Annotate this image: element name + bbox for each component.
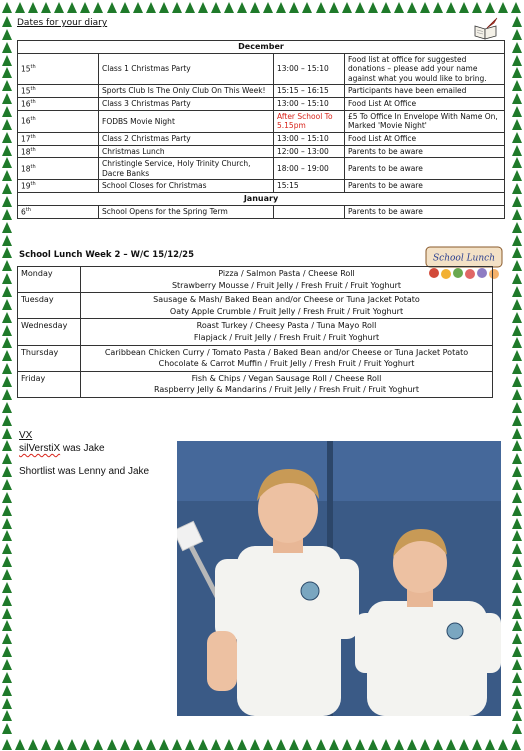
left-border <box>0 14 14 737</box>
tree-icon <box>2 582 12 593</box>
tree-icon <box>512 247 522 258</box>
tree-icon <box>512 350 522 361</box>
diary-date: 17th <box>18 132 99 145</box>
tree-icon <box>2 685 12 696</box>
tree-icon <box>512 260 522 271</box>
tree-icon <box>2 222 12 233</box>
tree-icon <box>172 2 182 13</box>
tree-icon <box>146 739 156 750</box>
tree-icon <box>512 659 522 670</box>
diary-note: Parents to be aware <box>345 180 505 193</box>
tree-icon <box>316 739 326 750</box>
tree-icon <box>2 723 12 734</box>
tree-icon <box>512 183 522 194</box>
tree-icon <box>512 440 522 451</box>
tree-icon <box>512 685 522 696</box>
tree-icon <box>54 2 64 13</box>
lunch-day: Wednesday <box>18 319 81 345</box>
diary-table <box>17 40 505 219</box>
tree-icon <box>2 247 12 258</box>
tree-icon <box>407 2 417 13</box>
tree-icon <box>172 739 182 750</box>
tree-icon <box>2 42 12 53</box>
tree-icon <box>2 312 12 323</box>
tree-icon <box>512 698 522 709</box>
tree-icon <box>446 739 456 750</box>
tree-icon <box>512 530 522 541</box>
diary-note: Parents to be aware <box>345 158 505 180</box>
diary-row <box>18 158 505 180</box>
tree-icon <box>211 2 221 13</box>
lunch-main: Roast Turkey / Cheesy Pasta / Tuna Mayo Roll <box>196 321 377 331</box>
tree-icon <box>2 145 12 156</box>
tree-icon <box>224 2 234 13</box>
diary-date: 18th <box>18 145 99 158</box>
tree-icon <box>107 739 117 750</box>
tree-icon <box>263 2 273 13</box>
lunch-dessert: Flapjack / Fruit Jelly / Fresh Fruit / Fruit Yoghurt <box>193 332 380 342</box>
diary-event: Christingle Service, Holy Trinity Church, Dacre Banks <box>99 158 274 180</box>
lunch-menu <box>81 371 493 397</box>
tree-icon <box>41 739 51 750</box>
tree-icon <box>512 389 522 400</box>
lunch-row <box>18 293 493 319</box>
tree-icon <box>433 2 443 13</box>
award-block <box>19 429 105 455</box>
diary-event: Class 2 Christmas Party <box>99 132 274 145</box>
diary-note: Food List At Office <box>345 98 505 111</box>
tree-icon <box>512 273 522 284</box>
diary-time: 15:15 – 16:15 <box>274 85 345 98</box>
lunch-row <box>18 319 493 345</box>
tree-icon <box>2 196 12 207</box>
diary-note: Parents to be aware <box>345 145 505 158</box>
diary-row <box>18 132 505 145</box>
tree-icon <box>2 325 12 336</box>
lunch-menu <box>81 319 493 345</box>
tree-icon <box>2 363 12 374</box>
tree-icon <box>420 739 430 750</box>
tree-icon <box>512 119 522 130</box>
tree-icon <box>433 739 443 750</box>
tree-icon <box>250 2 260 13</box>
diary-time: 13:00 – 15:10 <box>274 54 345 85</box>
diary-note: Food list at office for suggested donations – please add your name against what you would like to bring. <box>345 54 505 85</box>
tree-icon <box>276 739 286 750</box>
lunch-main: Fish & Chips / Vegan Sausage Roll / Cheese Roll <box>191 373 382 383</box>
tree-icon <box>355 739 365 750</box>
top-border <box>0 0 524 14</box>
tree-icon <box>512 543 522 554</box>
tree-icon <box>2 479 12 490</box>
tree-icon <box>2 337 12 348</box>
tree-icon <box>2 260 12 271</box>
tree-icon <box>2 106 12 117</box>
tree-icon <box>368 739 378 750</box>
award-heading: VX <box>19 430 33 441</box>
tree-icon <box>446 2 456 13</box>
diary-event: Class 3 Christmas Party <box>99 98 274 111</box>
diary-date: 16th <box>18 110 99 132</box>
tree-icon <box>2 646 12 657</box>
diary-event: School Opens for the Spring Term <box>99 206 274 219</box>
tree-icon <box>2 2 12 13</box>
tree-icon <box>485 2 495 13</box>
tree-icon <box>2 466 12 477</box>
tree-icon <box>407 739 417 750</box>
tree-icon <box>2 67 12 78</box>
tree-icon <box>512 312 522 323</box>
tree-icon <box>2 183 12 194</box>
tree-icon <box>329 739 339 750</box>
diary-date: 15th <box>18 54 99 85</box>
diary-row <box>18 180 505 193</box>
tree-icon <box>512 479 522 490</box>
lunch-day: Monday <box>18 267 81 293</box>
tree-icon <box>198 2 208 13</box>
tree-icon <box>512 286 522 297</box>
tree-icon <box>2 453 12 464</box>
diary-date: 19th <box>18 180 99 193</box>
right-border <box>510 14 524 737</box>
tree-icon <box>512 569 522 580</box>
tree-icon <box>28 2 38 13</box>
tree-icon <box>512 80 522 91</box>
diary-time: 13:00 – 15:10 <box>274 132 345 145</box>
tree-icon <box>512 170 522 181</box>
tree-icon <box>512 582 522 593</box>
lunch-day: Friday <box>18 371 81 397</box>
tree-icon <box>237 2 247 13</box>
tree-icon <box>289 739 299 750</box>
tree-icon <box>512 16 522 27</box>
diary-note: £5 To Office In Envelope With Name On, Marked 'Movie Night' <box>345 110 505 132</box>
tree-icon <box>512 633 522 644</box>
tree-icon <box>2 350 12 361</box>
tree-icon <box>512 428 522 439</box>
tree-icon <box>15 2 25 13</box>
tree-icon <box>512 145 522 156</box>
tree-icon <box>512 222 522 233</box>
tree-icon <box>2 710 12 721</box>
diary-row <box>18 145 505 158</box>
lunch-day: Tuesday <box>18 293 81 319</box>
tree-icon <box>67 2 77 13</box>
tree-icon <box>185 739 195 750</box>
lunch-row <box>18 267 493 293</box>
tree-icon <box>302 739 312 750</box>
tree-icon <box>2 569 12 580</box>
lunch-badge-text: School Lunch <box>433 253 495 264</box>
tree-icon <box>512 93 522 104</box>
tree-icon <box>512 415 522 426</box>
tree-icon <box>2 299 12 310</box>
lunch-dessert: Chocolate & Carrot Muffin / Fruit Jelly / Fresh Fruit / Fruit Yoghurt <box>158 359 415 369</box>
lunch-main: Sausage & Mash/ Baked Bean and/or Cheese or Tuna Jacket Potato <box>153 295 420 305</box>
diary-event: Class 1 Christmas Party <box>99 54 274 85</box>
tree-icon <box>146 2 156 13</box>
lunch-menu <box>81 345 493 371</box>
tree-icon <box>2 518 12 529</box>
tree-icon <box>512 157 522 168</box>
tree-icon <box>211 739 221 750</box>
tree-icon <box>2 209 12 220</box>
tree-icon <box>498 739 508 750</box>
tree-icon <box>512 620 522 631</box>
tree-icon <box>276 2 286 13</box>
tree-icon <box>2 55 12 66</box>
diary-time: 18:00 – 19:00 <box>274 158 345 180</box>
diary-note: Parents to be aware <box>345 206 505 219</box>
lunch-table <box>17 266 493 398</box>
tree-icon <box>93 739 103 750</box>
tree-icon <box>2 659 12 670</box>
month-header: December <box>18 41 505 54</box>
tree-icon <box>512 453 522 464</box>
newsletter-page <box>17 14 507 736</box>
diary-title: Dates for your diary <box>17 18 108 28</box>
tree-icon <box>512 29 522 40</box>
tree-icon <box>512 710 522 721</box>
book-quill-icon <box>473 17 499 41</box>
tree-icon <box>2 119 12 130</box>
tree-icon <box>512 325 522 336</box>
tree-icon <box>185 2 195 13</box>
diary-row <box>18 206 505 219</box>
tree-icon <box>512 67 522 78</box>
tree-icon <box>28 739 38 750</box>
tree-icon <box>512 299 522 310</box>
tree-icon <box>2 505 12 516</box>
tree-icon <box>2 492 12 503</box>
tree-icon <box>355 2 365 13</box>
tree-icon <box>198 739 208 750</box>
diary-row <box>18 98 505 111</box>
tree-icon <box>237 739 247 750</box>
tree-icon <box>512 106 522 117</box>
tree-icon <box>2 273 12 284</box>
tree-icon <box>512 132 522 143</box>
tree-icon <box>54 739 64 750</box>
tree-icon <box>302 2 312 13</box>
bottom-border <box>0 737 524 751</box>
tree-icon <box>2 93 12 104</box>
diary-event: Christmas Lunch <box>99 145 274 158</box>
lunch-main: Pizza / Salmon Pasta / Cheese Roll <box>218 269 355 278</box>
tree-icon <box>2 80 12 91</box>
tree-icon <box>512 556 522 567</box>
lunch-row <box>18 345 493 371</box>
tree-icon <box>133 2 143 13</box>
tree-icon <box>512 235 522 246</box>
tree-icon <box>316 2 326 13</box>
tree-icon <box>472 739 482 750</box>
award-shortlist: Shortlist was Lenny and Jake <box>19 466 150 477</box>
tree-icon <box>459 739 469 750</box>
tree-icon <box>512 672 522 683</box>
tree-icon <box>512 55 522 66</box>
tree-icon <box>485 739 495 750</box>
tree-icon <box>2 530 12 541</box>
lunch-menu <box>81 293 493 319</box>
tree-icon <box>120 739 130 750</box>
tree-icon <box>93 2 103 13</box>
tree-icon <box>133 739 143 750</box>
tree-icon <box>512 595 522 606</box>
tree-icon <box>41 2 51 13</box>
month-header: January <box>18 193 505 206</box>
diary-row <box>18 54 505 85</box>
lunch-dessert: Oaty Apple Crumble / Fruit Jelly / Fresh Fruit / Fruit Yoghurt <box>169 306 404 316</box>
lunch-dessert: Strawberry Mousse / Fruit Jelly / Fresh Fruit / Fruit Yoghurt <box>171 280 402 290</box>
lunch-row <box>18 371 493 397</box>
tree-icon <box>512 402 522 413</box>
diary-row <box>18 110 505 132</box>
tree-icon <box>512 209 522 220</box>
tree-icon <box>250 739 260 750</box>
tree-icon <box>2 415 12 426</box>
tree-icon <box>512 723 522 734</box>
tree-icon <box>2 170 12 181</box>
tree-icon <box>2 595 12 606</box>
tree-icon <box>420 2 430 13</box>
tree-icon <box>2 543 12 554</box>
lunch-day: Thursday <box>18 345 81 371</box>
tree-icon <box>2 556 12 567</box>
tree-icon <box>512 646 522 657</box>
tree-icon <box>289 2 299 13</box>
tree-icon <box>459 2 469 13</box>
tree-icon <box>512 492 522 503</box>
tree-icon <box>2 402 12 413</box>
tree-icon <box>342 2 352 13</box>
tree-icon <box>512 196 522 207</box>
tree-icon <box>381 2 391 13</box>
tree-icon <box>2 440 12 451</box>
lunch-menu <box>81 267 493 293</box>
tree-icon <box>498 2 508 13</box>
diary-time: 12:00 – 13:00 <box>274 145 345 158</box>
tree-icon <box>512 608 522 619</box>
diary-time: 13:00 – 15:10 <box>274 98 345 111</box>
tree-icon <box>2 389 12 400</box>
tree-icon <box>15 739 25 750</box>
tree-icon <box>2 633 12 644</box>
tree-icon <box>342 739 352 750</box>
tree-icon <box>512 337 522 348</box>
tree-icon <box>381 739 391 750</box>
tree-icon <box>2 157 12 168</box>
diary-note: Food List At Office <box>345 132 505 145</box>
tree-icon <box>511 739 521 750</box>
award-winner-name: was Jake <box>60 443 105 454</box>
tree-icon <box>263 739 273 750</box>
tree-icon <box>2 16 12 27</box>
lunch-main: Caribbean Chicken Curry / Tomato Pasta / Baked Bean and/or Cheese or Tuna Jacket Potato <box>104 347 469 357</box>
award-winner <box>19 442 105 455</box>
tree-icon <box>512 518 522 529</box>
diary-row <box>18 85 505 98</box>
lunch-dessert: Raspberry Jelly & Mandarins / Fruit Jelly / Fresh Fruit / Fruit Yoghurt <box>154 385 419 395</box>
tree-icon <box>2 620 12 631</box>
tree-icon <box>159 2 169 13</box>
tree-icon <box>224 739 234 750</box>
diary-event: Sports Club Is The Only Club On This Week! <box>99 85 274 98</box>
tree-icon <box>329 2 339 13</box>
tree-icon <box>2 608 12 619</box>
tree-icon <box>472 2 482 13</box>
tree-icon <box>159 739 169 750</box>
tree-icon <box>512 376 522 387</box>
tree-icon <box>512 363 522 374</box>
tree-icon <box>2 698 12 709</box>
tree-icon <box>67 739 77 750</box>
tree-icon <box>368 2 378 13</box>
tree-icon <box>2 672 12 683</box>
diary-time: After School To 5.15pm <box>274 110 345 132</box>
tree-icon <box>80 2 90 13</box>
diary-event: FODBS Movie Night <box>99 110 274 132</box>
diary-date: 15th <box>18 85 99 98</box>
tree-icon <box>2 286 12 297</box>
tree-icon <box>2 132 12 143</box>
tree-icon <box>2 29 12 40</box>
tree-icon <box>394 739 404 750</box>
tree-icon <box>2 235 12 246</box>
award-label: silVerstiX <box>19 443 61 454</box>
diary-date: 18th <box>18 158 99 180</box>
tree-icon <box>107 2 117 13</box>
tree-icon <box>512 42 522 53</box>
tree-icon <box>511 2 521 13</box>
diary-date: 16th <box>18 98 99 111</box>
tree-icon <box>120 2 130 13</box>
diary-time: 15:15 <box>274 180 345 193</box>
diary-event: School Closes for Christmas <box>99 180 274 193</box>
diary-date: 6th <box>18 206 99 219</box>
diary-time <box>274 206 345 219</box>
diary-note: Participants have been emailed <box>345 85 505 98</box>
tree-icon <box>512 505 522 516</box>
tree-icon <box>2 739 12 750</box>
tree-icon <box>512 466 522 477</box>
tree-icon <box>2 376 12 387</box>
tree-icon <box>80 739 90 750</box>
lunch-title: School Lunch Week 2 – W/C 15/12/25 <box>19 250 195 260</box>
tree-icon <box>394 2 404 13</box>
tree-icon <box>2 428 12 439</box>
award-photo <box>177 441 501 716</box>
